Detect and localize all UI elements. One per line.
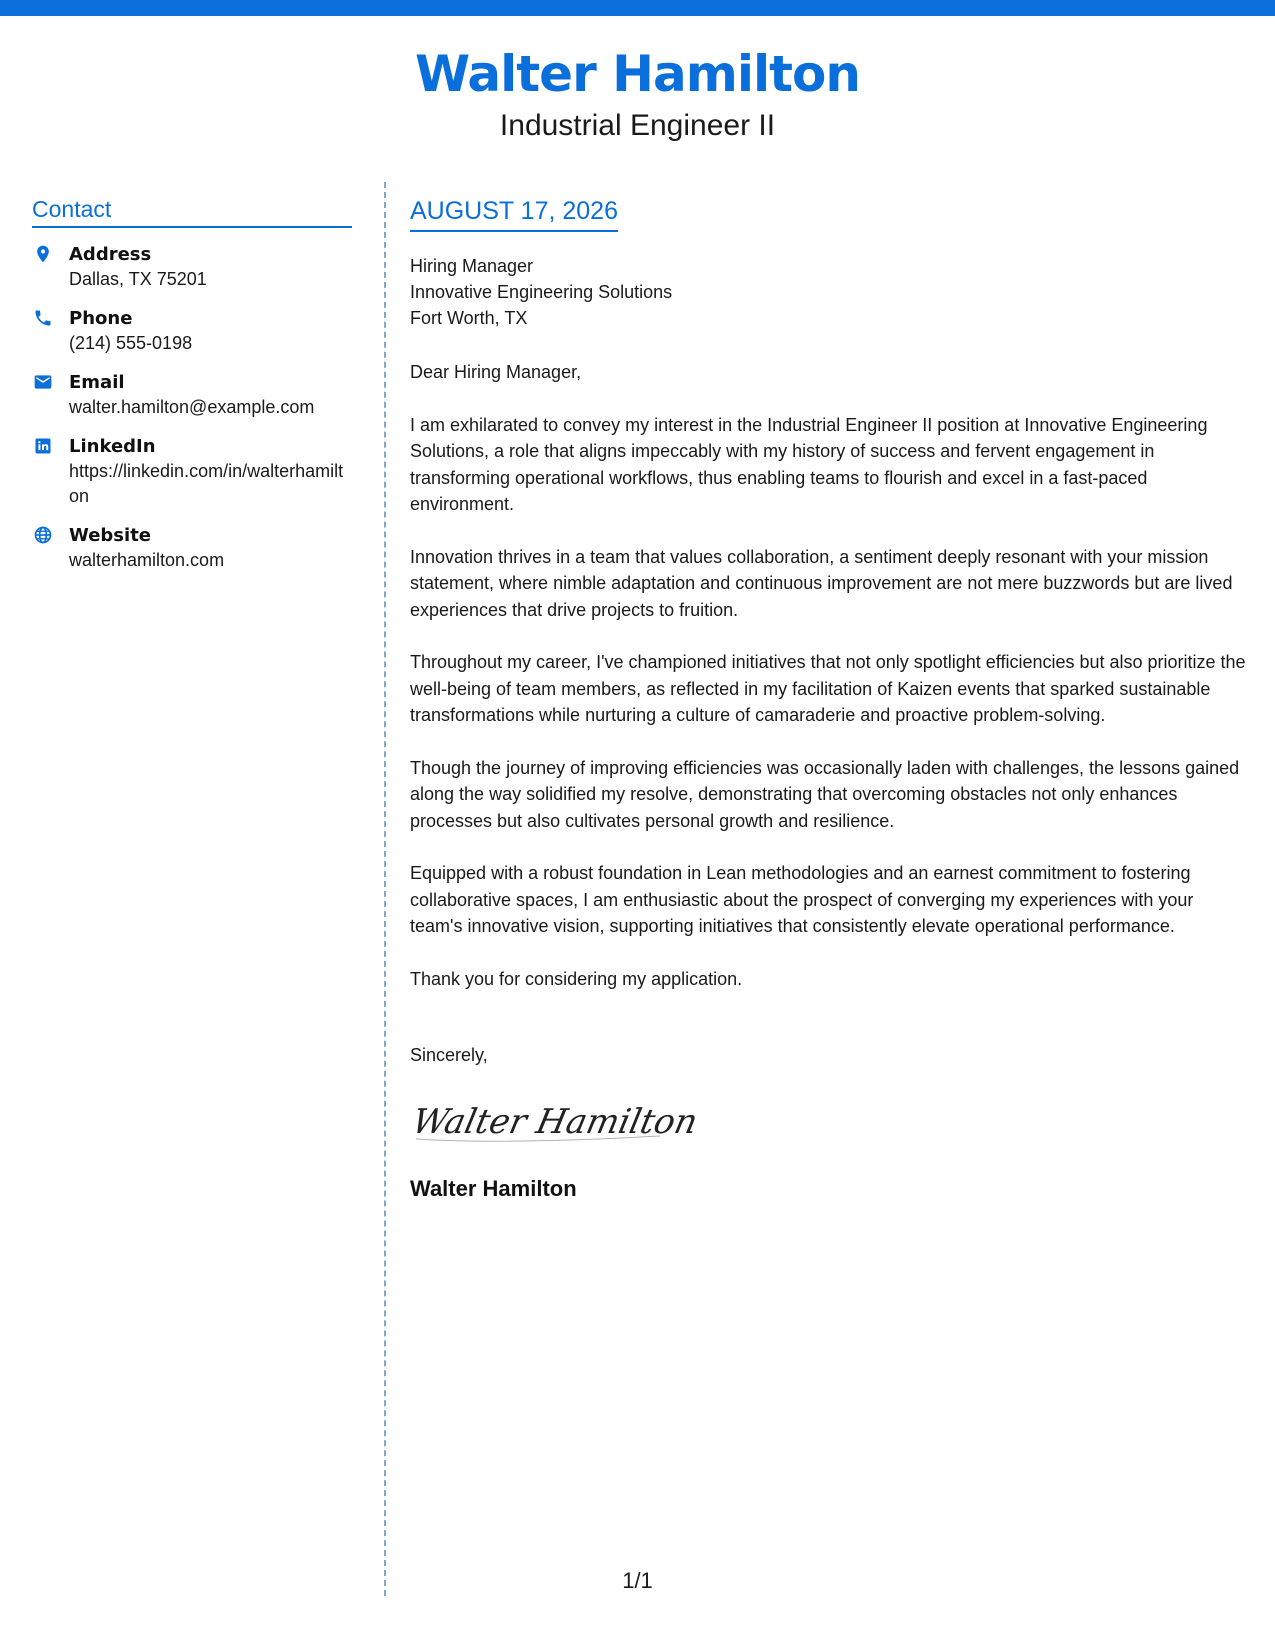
contact-section-title: Contact — [32, 196, 352, 228]
contact-item-website — [32, 523, 352, 573]
contact-item-phone — [32, 306, 352, 356]
recipient-location: Fort Worth, TX — [410, 308, 528, 328]
letter-paragraph: Innovation thrives in a team that values collaboration, a sentiment deeply resonant with your mission statement, where nimble adaptation and continuous improvement are not mere buzzwords but are lived experiences that drive projects to fruition. — [410, 546, 1233, 620]
letter-closing: Sincerely, — [410, 1045, 488, 1065]
recipient-company: Innovative Engineering Solutions — [410, 282, 673, 302]
top-accent-bar — [0, 0, 1275, 16]
contact-value: https://linkedin.com/in/walterhamilton — [69, 461, 344, 506]
signer-name: Walter Hamilton — [410, 1175, 577, 1201]
contact-item-email — [32, 370, 352, 420]
phone-icon — [32, 307, 54, 329]
recipient-name: Hiring Manager — [410, 256, 534, 276]
contact-value: walter.hamilton@example.com — [69, 397, 315, 417]
contact-value: Dallas, TX 75201 — [69, 269, 207, 289]
page-number: 1/1 — [622, 1568, 653, 1593]
contact-value: walterhamilton.com — [69, 550, 225, 570]
page-header — [0, 40, 1275, 144]
letter-body — [410, 196, 1250, 1203]
contact-value: (214) 555-0198 — [69, 333, 193, 353]
contact-label: LinkedIn — [69, 436, 156, 457]
letter-paragraph: Equipped with a robust foundation in Lean methodologies and an earnest commitment to fostering collaborative spaces, I am enthusiastic about the prospect of converging my experiences with your team's innovative vision, supporting initiatives that consistently elevate operational performance. — [410, 863, 1194, 936]
linkedin-icon — [32, 435, 54, 457]
letter-paragraph: Throughout my career, I've championed initiatives that not only spotlight efficiencies but also prioritize the well-being of team members, as reflected in my facilitation of Kaizen events that sparked sustainable transformations while nurturing a culture of camaraderie and proactive problem-solving. — [410, 652, 1246, 725]
contact-item-linkedin — [32, 434, 352, 509]
letter-date: AUGUST 17, 2026 — [410, 197, 618, 225]
location-pin-icon — [32, 243, 54, 265]
column-divider — [384, 182, 386, 1596]
contact-label: Website — [69, 525, 152, 546]
applicant-name: Walter Hamilton — [415, 45, 860, 103]
contact-label: Address — [69, 244, 152, 265]
letter-date-block — [410, 196, 618, 232]
contact-sidebar — [32, 196, 352, 587]
letter-paragraph: I am exhilarated to convey my interest in the Industrial Engineer II position at Innovative Engineering Solutions, a role that aligns impeccably with my history of success and fervent engagement in transforming operational workflows, thus enabling teams to flourish and excel in a fast-paced environment. — [410, 414, 1208, 514]
contact-list — [32, 242, 352, 573]
contact-label: Phone — [69, 308, 133, 329]
signature-text: Walter Hamilton — [410, 1101, 702, 1142]
contact-label: Email — [69, 372, 125, 393]
applicant-title: Industrial Engineer II — [499, 109, 776, 142]
email-icon — [32, 371, 54, 393]
globe-icon — [32, 524, 54, 546]
handwritten-signature — [410, 1089, 710, 1149]
letter-paragraph: Thank you for considering my application. — [410, 968, 743, 989]
recipient-block — [410, 253, 1250, 331]
contact-item-address — [32, 242, 352, 292]
letter-paragraph: Though the journey of improving efficiencies was occasionally laden with challenges, the lessons gained along the way solidified my resolve, demonstrating that overcoming obstacles not only enhances processes but also cultivates personal growth and resilience. — [410, 757, 1240, 831]
letter-greeting: Dear Hiring Manager, — [410, 362, 582, 382]
